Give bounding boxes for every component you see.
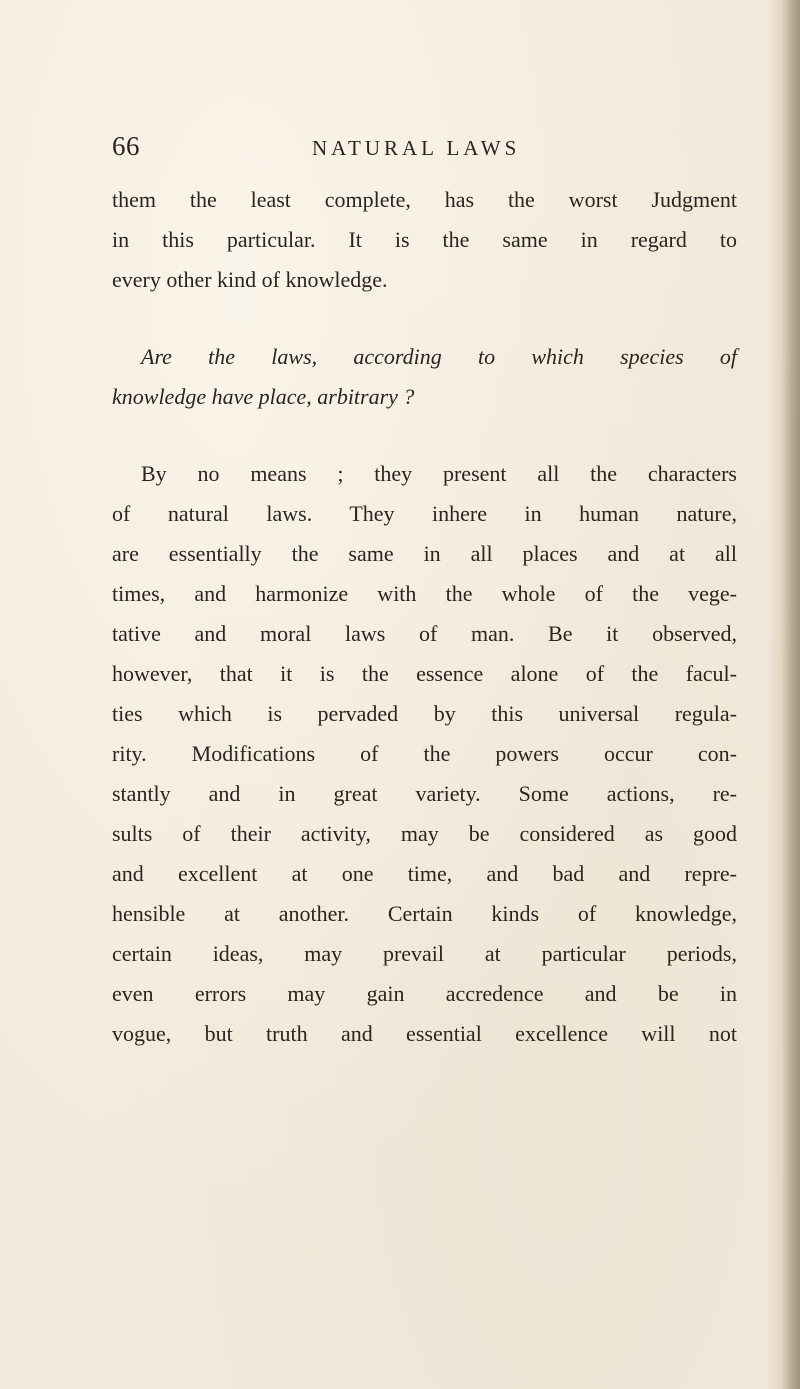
paragraph-gap	[112, 300, 737, 337]
text-line: in this particular. It is the same in regard to	[112, 227, 737, 252]
text-line: are essentially the same in all places and at all	[112, 541, 737, 566]
paragraph-gap	[112, 417, 737, 454]
page-number: 66	[112, 131, 140, 161]
text-line: vogue, but truth and essential excellence will not	[112, 1021, 737, 1046]
paragraph-continuation	[112, 180, 737, 300]
body-text	[112, 180, 737, 1054]
running-head	[112, 130, 612, 170]
text-line: however, that it is the essence alone of the facul-	[112, 661, 737, 686]
text-line: ties which is pervaded by this universal regula-	[112, 701, 737, 726]
text-line: hensible at another. Certain kinds of knowledge,	[112, 901, 737, 926]
text-line: By no means ; they present all the characters	[141, 461, 737, 486]
text-line: and excellent at one time, and bad and repre-	[112, 861, 737, 886]
text-line: tative and moral laws of man. Be it observed,	[112, 621, 737, 646]
text-line: stantly and in great variety. Some actions, re-	[112, 781, 737, 806]
text-line: sults of their activity, may be considered as good	[112, 821, 737, 846]
text-line: rity. Modifications of the powers occur con-	[112, 741, 737, 766]
text-line: every other kind of knowledge.	[112, 267, 388, 292]
running-title: NATURAL LAWS	[312, 136, 521, 160]
page-edge-shadow	[766, 0, 800, 1389]
text-line: even errors may gain accredence and be in	[112, 981, 737, 1006]
text-line: of natural laws. They inhere in human nature,	[112, 501, 737, 526]
text-line: Are the laws, according to which species of	[141, 344, 737, 369]
text-line: certain ideas, may prevail at particular periods,	[112, 941, 737, 966]
paragraph-question	[112, 337, 737, 417]
text-line: them the least complete, has the worst Judgment	[112, 187, 737, 212]
paragraph-answer	[112, 454, 737, 1054]
text-line: knowledge have place, arbitrary ?	[112, 384, 415, 409]
text-line: times, and harmonize with the whole of the vege-	[112, 581, 737, 606]
